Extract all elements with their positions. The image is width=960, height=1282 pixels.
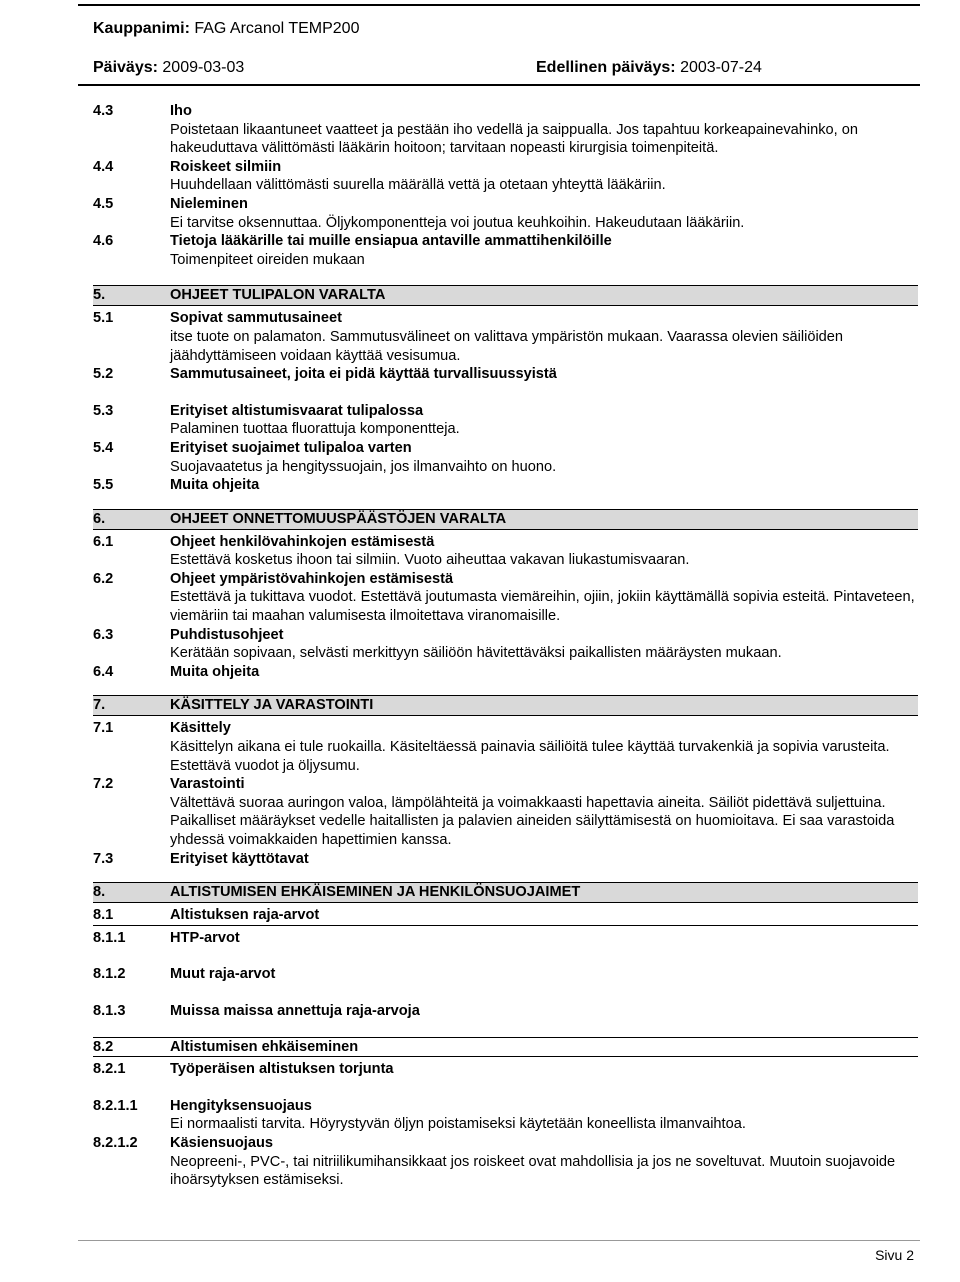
section-text: itse tuote on palamaton. Sammutusvälineet on valittava ympäristön mukaan. Vaarassa olevien säiliöiden jäähdyttämiseen voidaan käyttää vesisumua.	[170, 328, 844, 364]
section-number: 6.2	[93, 570, 114, 587]
date-label: Päiväys:	[93, 59, 158, 76]
section-number: 5.	[93, 287, 106, 304]
section-8-1	[93, 906, 918, 926]
spacer	[93, 947, 918, 965]
section-text: Ei tarvitse oksennuttaa. Öljykomponentteja voi joutua keuhkoihin. Hakeudutaan lääkäriin.	[170, 214, 745, 231]
section-number: 8.1.2	[93, 966, 126, 983]
section-5-3	[93, 402, 918, 439]
section-number: 8.2	[93, 1038, 114, 1055]
header-top-rule	[78, 4, 920, 6]
section-title: Hengityksensuojaus	[170, 1097, 312, 1114]
section-title: Erityiset suojaimet tulipaloa varten	[170, 439, 412, 456]
section-heading-title: ALTISTUMISEN EHKÄISEMINEN JA HENKILÖNSUOJAIMET	[170, 884, 581, 901]
spacer	[93, 384, 918, 402]
section-title: Muut raja-arvot	[170, 966, 276, 983]
section-4-4	[93, 158, 918, 195]
section-title: Altistuksen raja-arvot	[170, 907, 320, 924]
section-number: 7.3	[93, 850, 114, 867]
previous-date-line	[536, 59, 762, 77]
section-text: Käsittelyn aikana ei tule ruokailla. Käsiteltäessä painavia säiliöitä tulee käyttää turvakenkiä ja sopivia varusteita. Estettävä vuodot ja öljysumu.	[170, 739, 890, 774]
section-title: Nieleminen	[170, 195, 248, 212]
product-name-line	[93, 20, 359, 38]
section-6-4	[93, 663, 918, 682]
section-number: 4.4	[93, 158, 114, 175]
section-5-5	[93, 476, 918, 495]
section-number: 8.1.1	[93, 929, 126, 946]
header-bottom-rule	[78, 84, 920, 86]
spacer	[93, 1079, 918, 1097]
section-7-2	[93, 775, 918, 849]
section-text: Palaminen tuottaa fluorattuja komponentteja.	[170, 421, 460, 438]
section-text: Neopreeni-, PVC-, tai nitriilikumihansikkaat jos roiskeet ovat mahdollisia ja jos ne soveltuvat. Muutoin suojavoide ihoärsytyksen estämiseksi.	[170, 1153, 896, 1189]
section-number: 4.3	[93, 103, 114, 119]
section-number: 5.5	[93, 477, 114, 494]
section-number: 6.3	[93, 626, 114, 643]
section-title: Varastointi	[170, 776, 245, 793]
section-title: Käsittely	[170, 720, 231, 737]
document-body	[93, 102, 918, 1190]
section-number: 8.	[93, 884, 106, 901]
section-title: Erityiset altistumisvaarat tulipalossa	[170, 402, 424, 419]
section-5-1	[93, 309, 918, 365]
date-value: 2009-03-03	[162, 59, 245, 76]
section-text: Toimenpiteet oireiden mukaan	[170, 251, 365, 268]
spacer	[93, 984, 918, 1002]
section-5-4	[93, 439, 918, 476]
section-number: 5.1	[93, 310, 114, 327]
section-text: Estettävä ja tukittava vuodot. Estettävä joutumasta viemäreihin, ojiin, jokiin käyttämällä sopivia esteitä. Pintaveteen, viemäriin tai maahan valumisesta ilmoitettava viranomaisille.	[170, 589, 915, 625]
section-text: Kerätään sopivaan, selvästi merkittyyn säiliöön hävitettäväksi paikallisten määräysten mukaan.	[170, 645, 782, 662]
section-8-1-3	[93, 1002, 918, 1021]
section-number: 4.6	[93, 233, 114, 250]
section-number: 7.1	[93, 720, 114, 737]
section-title: Puhdistusohjeet	[170, 626, 284, 643]
section-number: 7.	[93, 697, 106, 714]
section-8-1-2	[93, 965, 918, 984]
section-title: Iho	[170, 103, 192, 119]
section-text: Ei normaalisti tarvita. Höyrystyvän öljyn poistamiseksi käytetään koneellista ilmanvaihtoa.	[170, 1116, 746, 1133]
section-title: Sopivat sammutusaineet	[170, 310, 342, 327]
section-7-heading	[93, 695, 918, 716]
section-4-6	[93, 232, 918, 269]
section-8-2-1	[93, 1060, 918, 1079]
date-line	[93, 59, 244, 77]
section-title: Työperäisen altistuksen torjunta	[170, 1061, 394, 1078]
section-text: Poistetaan likaantuneet vaatteet ja pestään iho vedellä ja saippualla. Jos tapahtuu korkeapainevahinko, on hakeuduttava välittömästi lääkärin hoitoon; tarvitaan nopeasti kirurgisia toimenpiteitä.	[170, 121, 859, 157]
product-name-label: Kauppanimi:	[93, 20, 190, 37]
section-4-5	[93, 195, 918, 232]
previous-date-label: Edellinen päiväys:	[536, 59, 676, 76]
section-6-2	[93, 570, 918, 626]
section-8-1-1	[93, 929, 918, 948]
section-number: 4.5	[93, 195, 114, 212]
section-text: Estettävä kosketus ihoon tai silmiin. Vuoto aiheuttaa vakavan liukastumisvaaran.	[170, 552, 690, 569]
section-title: Muissa maissa annettuja raja-arvoja	[170, 1002, 420, 1019]
section-8-2-1-2	[93, 1134, 918, 1190]
section-heading-title: KÄSITTELY JA VARASTOINTI	[170, 697, 374, 714]
section-number: 5.3	[93, 402, 114, 419]
section-heading-title: OHJEET TULIPALON VARALTA	[170, 287, 386, 304]
section-6-1	[93, 533, 918, 570]
section-8-heading	[93, 882, 918, 903]
section-8-2	[93, 1037, 918, 1058]
section-number: 5.2	[93, 366, 114, 383]
section-title: Ohjeet ympäristövahinkojen estämisestä	[170, 570, 454, 587]
section-heading-title: OHJEET ONNETTOMUUSPÄÄSTÖJEN VARALTA	[170, 510, 507, 527]
section-number: 7.2	[93, 776, 114, 793]
section-title: Sammutusaineet, joita ei pidä käyttää turvallisuussyistä	[170, 366, 557, 383]
section-6-heading	[93, 509, 918, 530]
section-title: Tietoja lääkärille tai muille ensiapua antaville ammattihenkilöille	[170, 233, 612, 250]
section-7-3	[93, 850, 918, 869]
section-number: 8.2.1.1	[93, 1097, 138, 1114]
section-title: HTP-arvot	[170, 929, 240, 946]
document-page	[78, 0, 920, 1282]
product-name-value: FAG Arcanol TEMP200	[194, 20, 360, 37]
section-title: Erityiset käyttötavat	[170, 850, 309, 867]
section-title: Altistumisen ehkäiseminen	[170, 1038, 359, 1055]
section-5-2	[93, 365, 918, 384]
section-title: Muita ohjeita	[170, 477, 260, 494]
footer-rule	[78, 1240, 920, 1241]
section-number: 8.1.3	[93, 1002, 126, 1019]
section-4-3	[93, 102, 918, 158]
section-number: 6.1	[93, 533, 114, 550]
section-text: Huuhdellaan välittömästi suurella määrällä vettä ja otetaan yhteyttä lääkäriin.	[170, 177, 666, 194]
section-title: Roiskeet silmiin	[170, 158, 282, 175]
section-7-1	[93, 719, 918, 775]
section-title: Muita ohjeita	[170, 663, 260, 680]
section-number: 8.2.1	[93, 1061, 126, 1078]
section-title: Käsiensuojaus	[170, 1134, 274, 1151]
previous-date-value: 2003-07-24	[680, 59, 762, 76]
section-number: 5.4	[93, 439, 114, 456]
section-5-heading	[93, 285, 918, 306]
section-8-2-1-1	[93, 1097, 918, 1134]
section-text: Vältettävä suoraa auringon valoa, lämpölähteitä ja voimakkaasti hapettavia aineita. Säiliöt pidettävä suljettuina. Paikalliset määräykset vedelle haitallisten ja palavien aineiden säilyttämisestä on huomioitava. Ei saa varastoida yhdessä voimakkaiden hapettimien kanssa.	[170, 794, 895, 848]
page-number: Sivu 2	[875, 1247, 914, 1263]
section-number: 6.	[93, 510, 106, 527]
section-number: 8.1	[93, 907, 114, 924]
section-6-3	[93, 626, 918, 663]
section-number: 6.4	[93, 663, 114, 680]
section-text: Suojavaatetus ja hengityssuojain, jos ilmanvaihto on huono.	[170, 458, 557, 475]
section-number: 8.2.1.2	[93, 1134, 138, 1151]
section-title: Ohjeet henkilövahinkojen estämisestä	[170, 533, 435, 550]
